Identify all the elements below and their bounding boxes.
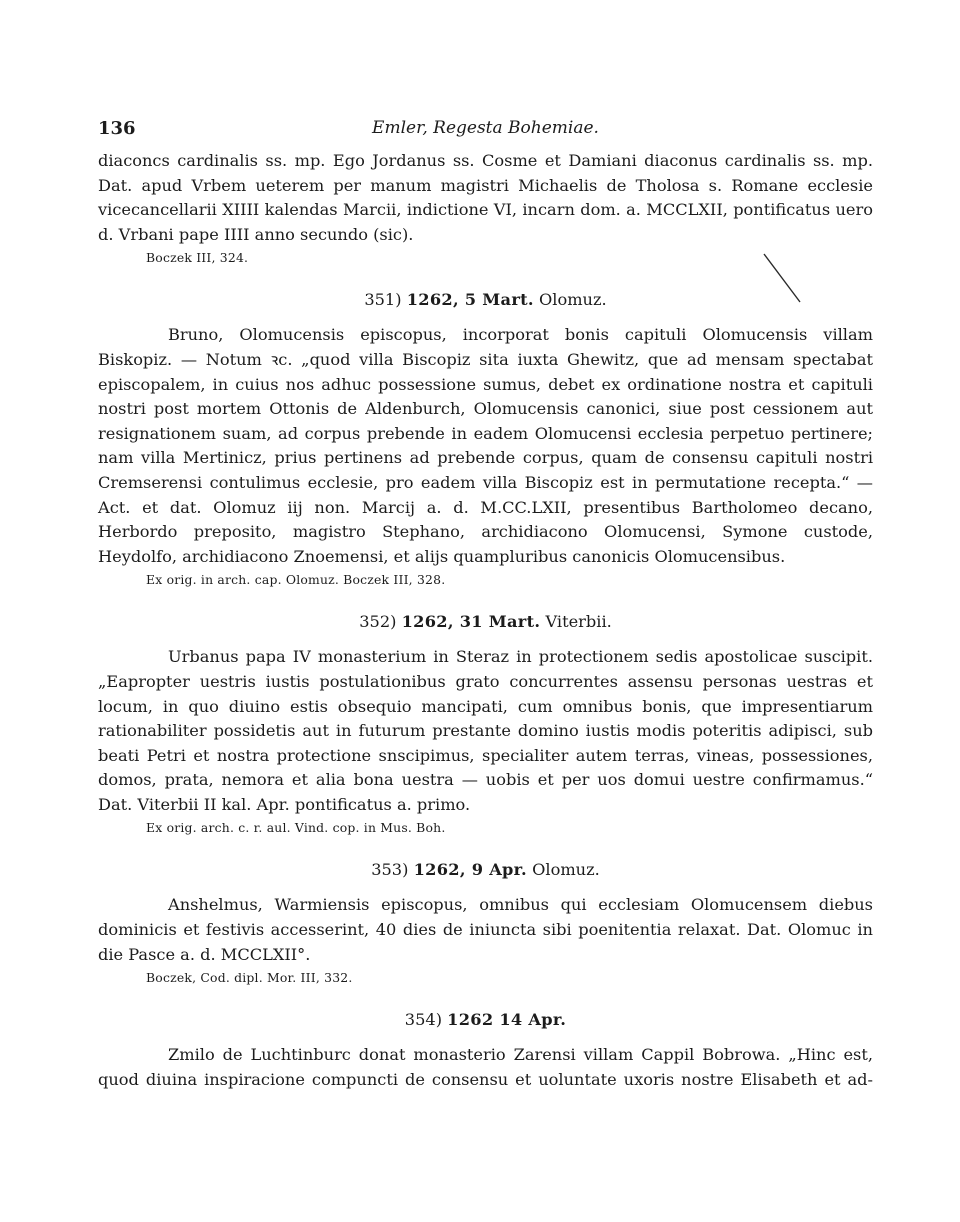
regest-entry-352 [98,612,873,838]
entry-place: Viterbii. [545,612,612,632]
regest-entry-354 [98,1010,873,1092]
entry-number: 354) [404,1010,443,1030]
entry-heading [98,1010,873,1029]
continuation-text: diaconcs cardinalis ss. mp. Ego Jordanus ss. Cosme et Damiani diaconus cardinalis ss. mp. Dat. apud Vrbem ueterem per manum magistri Michaelis de Tholosa s. Romane ecclesie vicecancellarii XIIII kalendas Marcii, indictione VI, incarn dom. a. MCCLXII, pontificatus uero d. Vrbani pape IIII anno secundo (sic). [98,151,873,244]
entry-source: Boczek, Cod. dipl. Mor. III, 332. [146,970,353,986]
entry-date: 1262, 5 Mart. [406,290,534,310]
entry-number: 351) [364,290,402,310]
entry-place: Olomuz. [539,290,607,310]
entry-number: 352) [359,612,397,632]
entry-heading [98,860,873,879]
entry-text: Zmilo de Luchtinburc donat monasterio Zarensi villam Cappil Bobrowa. „Hinc est, quod diuina inspiracione compuncti de consensu et uoluntate uxoris nostre Elisabeth et ad- [98,1045,873,1089]
entry-date: 1262, 9 Apr. [413,860,527,880]
entry-number: 353) [371,860,409,880]
entry-date: 1262 14 Apr. [447,1010,567,1030]
running-head [98,118,873,148]
entry-text: Bruno, Olomucensis episcopus, incorporat bonis capituli Olomucensis villam Biskopiz. — Notum ꝛc. „quod villa Biscopiz sita iuxta Ghewitz, que ad mensam spectabat episcopalem, in cuius nos adhuc possessione sumus, debet ex ordinatione nostra et capituli nostri post mortem Ottonis de Aldenburch, Olomucensis canonici, siue post cessionem aut resignationem suam, ad corpus prebende in eadem Olomucensi ecclesia perpetuo pertinere; nam villa Mertinicz, prius pertinens ad prebende corpus, quam de consensu capituli nostri Cremserensi contulimus ecclesie, pro eadem villa Biscopiz est in permutatione recepta.“ — Act. et dat. Olomuz iij non. Marcij a. d. M.CC.LXII, presentibus Bartholomeo decano, Herbordo preposito, magistro Stephano, archidiacono Olomucensi, Symone custode, Heydolfo, archidiacono Znoemensi, et alijs quampluribus canonicis Olomucensibus. [98,325,873,566]
entry-heading [98,612,873,631]
entry-heading [98,290,873,309]
regest-entry-351 [98,290,873,590]
running-title: Emler, Regesta Bohemiae. [372,118,599,138]
continuation-block [98,149,873,268]
continuation-source: Boczek III, 324. [146,250,249,266]
entry-date: 1262, 31 Mart. [401,612,541,632]
entry-source: Ex orig. arch. c. r. aul. Vind. cop. in Mus. Boh. [146,820,446,836]
entry-text: Anshelmus, Warmiensis episcopus, omnibus qui ecclesiam Olomucensem diebus dominicis et festivis accesserint, 40 dies de iniuncta sibi poenitentia relaxat. Dat. Olomuc in die Pasce a. d. MCCLXII°. [98,895,873,964]
page-number: 136 [98,118,136,139]
regest-entry-353 [98,860,873,988]
entry-text: Urbanus papa IV monasterium in Steraz in protectionem sedis apostolicae suscipit. „Eapropter uestris iustis postulationibus grato concurrentes assensu personas uestras et locum, in quo diuino estis obsequio mancipati, cum omnibus bonis, que impresentiarum rationabiliter possidetis aut in futurum prestante domino iustis modis poteritis adipisci, sub beati Petri et nostra protectione snscipimus, specialiter autem terras, vineas, possessiones, domos, prata, nemora et alia bona uestra — uobis et per uos domui uestre confirmamus.“ Dat. Viterbii II kal. Apr. pontificatus a. primo. [98,647,873,814]
page-content [98,118,873,1092]
entry-place: Olomuz. [532,860,600,880]
entry-source: Ex orig. in arch. cap. Olomuz. Boczek III, 328. [146,572,446,588]
